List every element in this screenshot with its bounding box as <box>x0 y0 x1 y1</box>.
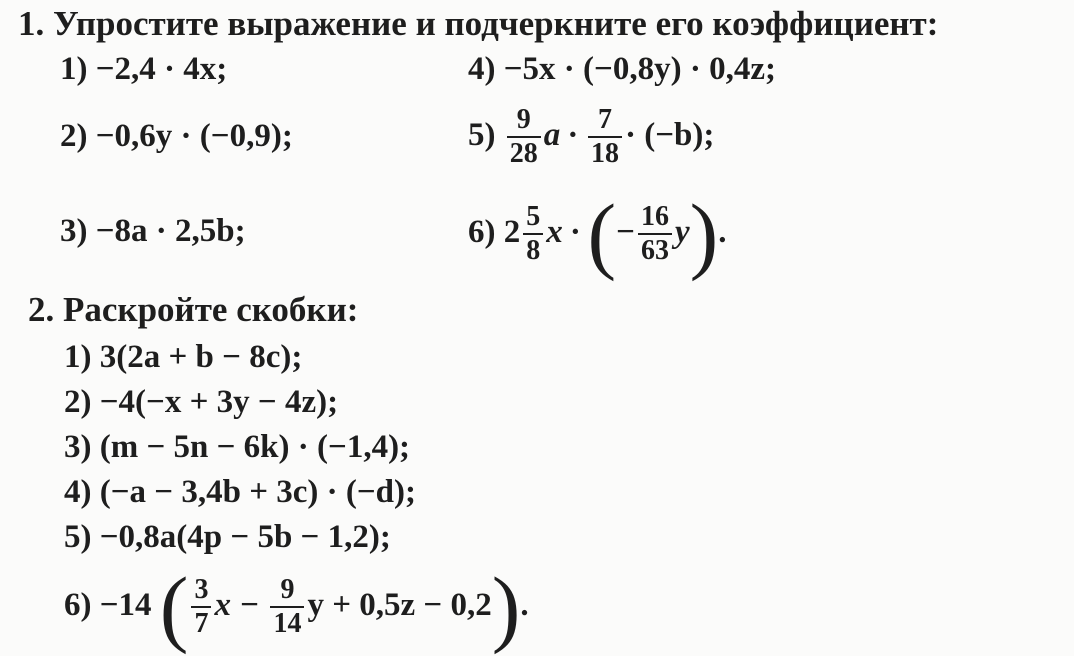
mixed-number-whole: 2 <box>503 214 521 250</box>
fraction-denominator: 7 <box>194 608 209 640</box>
open-paren: ( <box>159 559 189 656</box>
item-5-number: 5) <box>468 117 496 153</box>
fraction-denominator: 28 <box>509 138 538 170</box>
fraction-numerator: 7 <box>588 105 622 138</box>
task1-item-4: 4) −5x · (−0,8y) · 0,4z; <box>468 51 776 87</box>
fraction-3-7 <box>191 575 211 639</box>
open-paren: ( <box>587 186 617 283</box>
fraction-numerator: 16 <box>638 202 672 235</box>
end-period: . <box>718 214 727 250</box>
item-6-prefix: 6) −14 <box>64 587 152 623</box>
item-6-number: 6) <box>468 214 496 250</box>
fraction-denominator: 18 <box>591 138 619 170</box>
task1-item-5 <box>468 100 714 170</box>
minus-sign: − <box>616 214 635 250</box>
end-period: . <box>520 587 529 623</box>
fraction-numerator: 9 <box>507 105 541 138</box>
item-5-tail: · (−b); <box>625 117 715 153</box>
task1-item-1: 1) −2,4 · 4x; <box>60 51 228 87</box>
task1-item-3: 3) −8a · 2,5b; <box>60 213 246 249</box>
fraction-denominator: 63 <box>640 235 669 267</box>
task2-item-5: 5) −0,8a(4p − 5b − 1,2); <box>64 519 391 555</box>
fraction-numerator: 3 <box>191 575 211 608</box>
task1-item-6 <box>468 185 727 283</box>
fraction-denominator: 8 <box>526 235 541 267</box>
fraction-7-18 <box>588 105 622 169</box>
task2-heading: 2. Раскройте скобки: <box>28 290 359 329</box>
task1-item-2: 2) −0,6y · (−0,9); <box>60 118 293 154</box>
variable-x: x − <box>214 587 260 623</box>
task2-item-1: 1) 3(2a + b − 8c); <box>64 339 303 375</box>
variable-y: y <box>674 214 690 250</box>
close-paren: ) <box>491 559 521 656</box>
task2-item-6 <box>64 558 529 656</box>
variable-x: x · <box>546 214 580 250</box>
task2-item-3: 3) (m − 5n − 6k) · (−1,4); <box>64 429 411 465</box>
fraction-denominator: 14 <box>273 608 302 640</box>
variable-a: a · <box>543 117 577 153</box>
fraction-9-28 <box>507 105 541 169</box>
task2-item-4: 4) (−a − 3,4b + 3c) · (−d); <box>64 474 417 510</box>
item-6-rest: y + 0,5z − 0,2 <box>307 587 492 623</box>
fraction-16-63 <box>638 202 672 266</box>
task1-heading: 1. Упростите выражение и подчеркните его коэффициент: <box>18 4 939 43</box>
task2-item-2: 2) −4(−x + 3y − 4z); <box>64 384 339 420</box>
close-paren: ) <box>689 186 719 283</box>
fraction-5-8 <box>523 202 543 266</box>
fraction-numerator: 9 <box>270 575 304 608</box>
fraction-9-14 <box>270 575 304 639</box>
fraction-numerator: 5 <box>523 202 543 235</box>
